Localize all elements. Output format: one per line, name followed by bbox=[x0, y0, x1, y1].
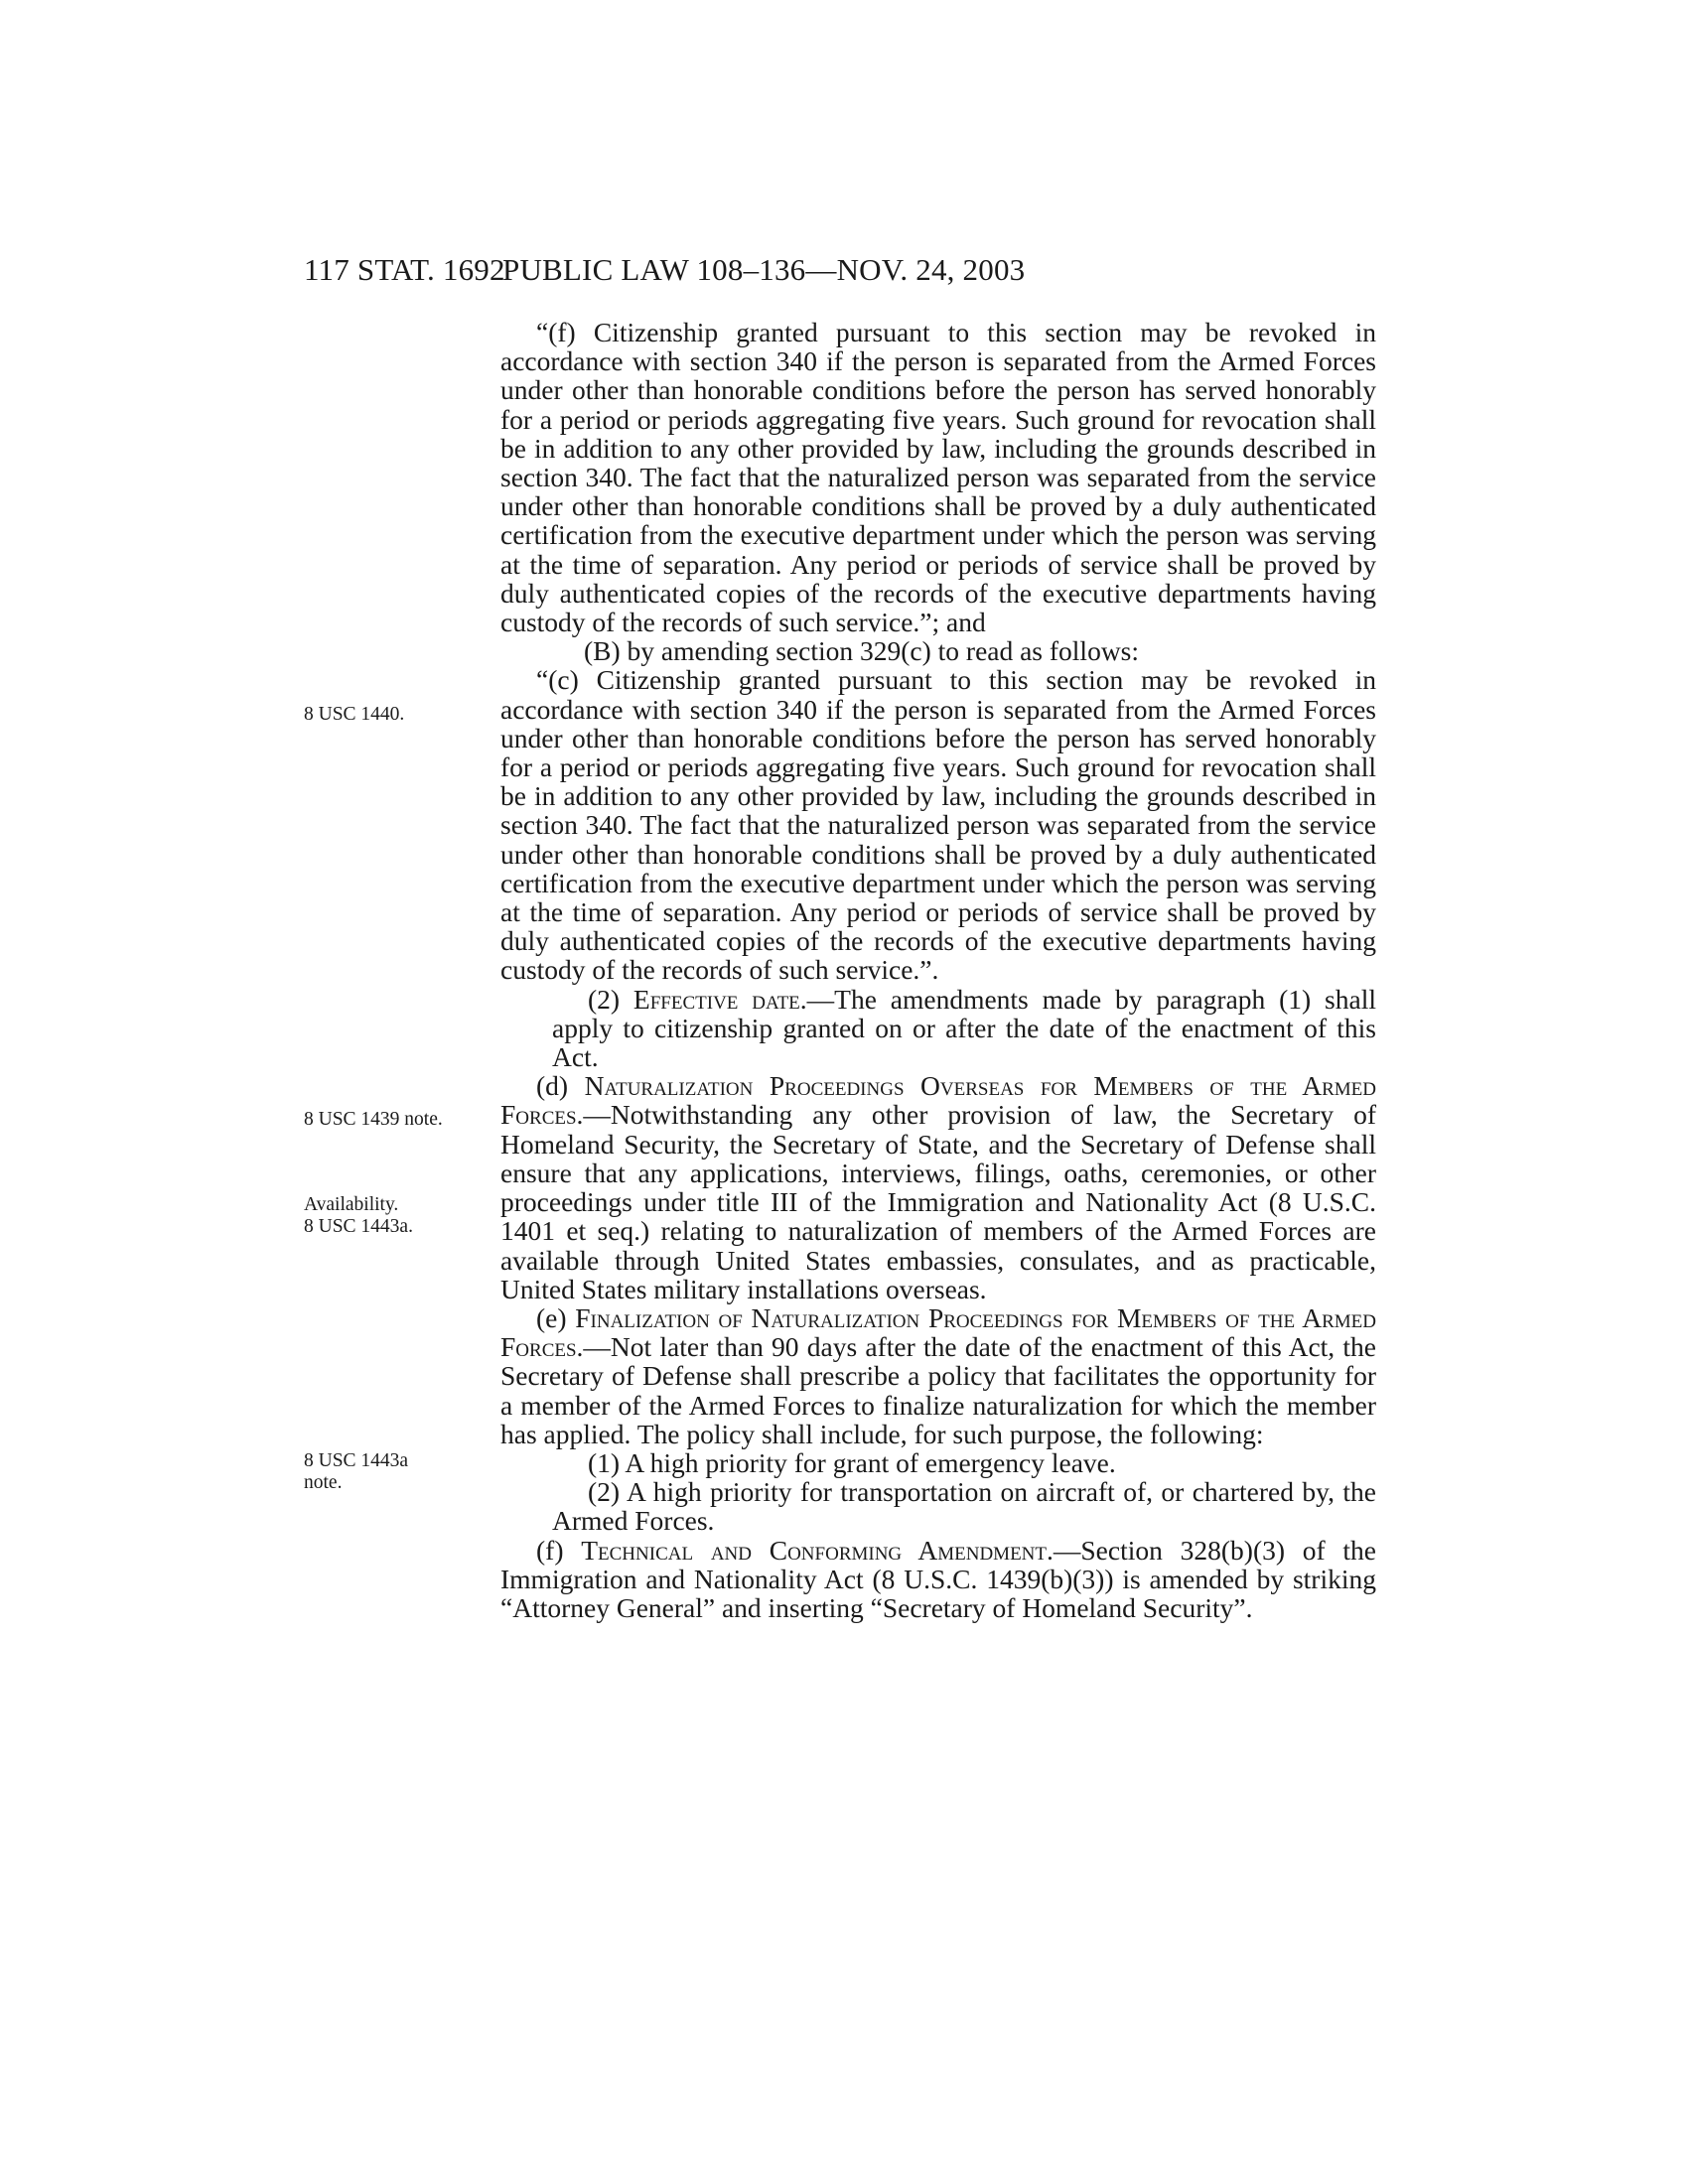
paragraph-e-heading: Finalization of Naturalization Proceedings for Members of the Armed Forces bbox=[500, 1301, 1376, 1363]
paragraph-f2-text: .—Section 328(b)(3) of the Immigration and Nationality Act (8 U.S.C. 1439(b)(3)) is amended by striking “Attorney General” and inserting “Secretary of Homeland Security”. bbox=[500, 1534, 1377, 1623]
margin-note-8-usc-1439-note: 8 USC 1439 note. bbox=[304, 1109, 443, 1130]
paragraph-d-letter: (d) bbox=[536, 1070, 585, 1102]
margin-note-8-usc-1440: 8 USC 1440. bbox=[304, 704, 405, 725]
public-law-title: PUBLIC LAW 108–136—NOV. 24, 2003 bbox=[502, 252, 1026, 287]
margin-note-8-usc-1443a: 8 USC 1443a. bbox=[304, 1216, 413, 1237]
paragraph-2-text: .—The amendments made by paragraph (1) shall apply to citizenship granted on or after the date of the enactment of this Act. bbox=[552, 983, 1376, 1073]
paragraph-f-technical-amendment bbox=[500, 1536, 1376, 1623]
paragraph-2-effective-date bbox=[500, 985, 1376, 1072]
paragraph-2-heading: Effective date bbox=[633, 983, 800, 1015]
paragraph-e-text: .—Not later than 90 days after the date of the enactment of this Act, the Secretary of Defense shall prescribe a policy that facilitates the opportunity for a member of the Armed Forces to finalize naturalization for which the member has applied. The policy shall include, for such purpose, the following: bbox=[500, 1331, 1376, 1449]
margin-note-8-usc-1443a-line1: 8 USC 1443a bbox=[304, 1450, 409, 1471]
paragraph-f2-letter: (f) bbox=[536, 1534, 582, 1566]
paragraph-d-text: .—Notwithstanding any other provision of law, the Secretary of Homeland Security, the Secretary of State, and the Secretary of Defense shall ensure that any applications, interviews, filings, oaths, ceremonies, or other proceedings under title III of the Immigration and Nationality Act (8 U.S.C. 1401 et seq.) relating to naturalization of members of the Armed Forces are available through United States embassies, consulates, and as practicable, United States military installations overseas. bbox=[500, 1099, 1376, 1304]
paragraph-f2-heading: Technical and Conforming Amendment bbox=[581, 1534, 1048, 1566]
statute-page-number: 117 STAT. 1692 bbox=[304, 252, 505, 287]
paragraph-f-revocation: “(f) Citizenship granted pursuant to this section may be revoked in accordance with section 340 if the person is separated from the Armed Forces under other than honorable conditions before the person has served honorably for a period or periods aggregating five years. Such ground for revocation shall be in addition to any other provided by law, including the grounds described in section 340. The fact that the naturalized person was separated from the service under other than honorable conditions shall be proved by a duly authenticated certification from the executive department under which the person was serving at the time of separation. Any period or periods of service shall be proved by duly authenticated copies of the records of the executive departments having custody of the records of such service.”; and bbox=[500, 317, 1376, 638]
paragraph-e-finalization bbox=[500, 1303, 1376, 1448]
body-text-column bbox=[500, 318, 1376, 1622]
margin-note-availability bbox=[304, 1194, 413, 1238]
paragraph-e-letter: (e) bbox=[536, 1301, 576, 1333]
page-header bbox=[304, 250, 1376, 290]
margin-note-availability-label: Availability. bbox=[304, 1194, 399, 1215]
margin-note-8-usc-1443a-line2: note. bbox=[304, 1472, 343, 1493]
list-item-transportation: (2) A high priority for transportation on aircraft of, or chartered by, the Armed Forces. bbox=[552, 1476, 1376, 1537]
margin-note-8-usc-1443a-note bbox=[304, 1450, 408, 1494]
list-item-emergency-leave: (1) A high priority for grant of emergency leave. bbox=[588, 1446, 1116, 1478]
paragraph-2-number: (2) bbox=[588, 983, 633, 1015]
paragraph-b-amending-329c: (B) by amending section 329(c) to read as follows: bbox=[584, 635, 1140, 667]
paragraph-c-revocation: “(c) Citizenship granted pursuant to this section may be revoked in accordance with section 340 if the person is separated from the Armed Forces under other than honorable conditions before the person has served honorably for a period or periods aggregating five years. Such ground for revocation shall be in addition to any other provided by law, including the grounds described in section 340. The fact that the naturalized person was separated from the service under other than honorable conditions shall be proved by a duly authenticated certification from the executive department under which the person was serving at the time of separation. Any period or periods of service shall be proved by duly authenticated copies of the records of the executive departments having custody of the records of such service.”. bbox=[500, 664, 1376, 986]
paragraph-d-overseas-proceedings bbox=[500, 1071, 1376, 1303]
paragraph-d-heading: Naturalization Proceedings Overseas for Members of the Armed Forces bbox=[500, 1070, 1376, 1131]
